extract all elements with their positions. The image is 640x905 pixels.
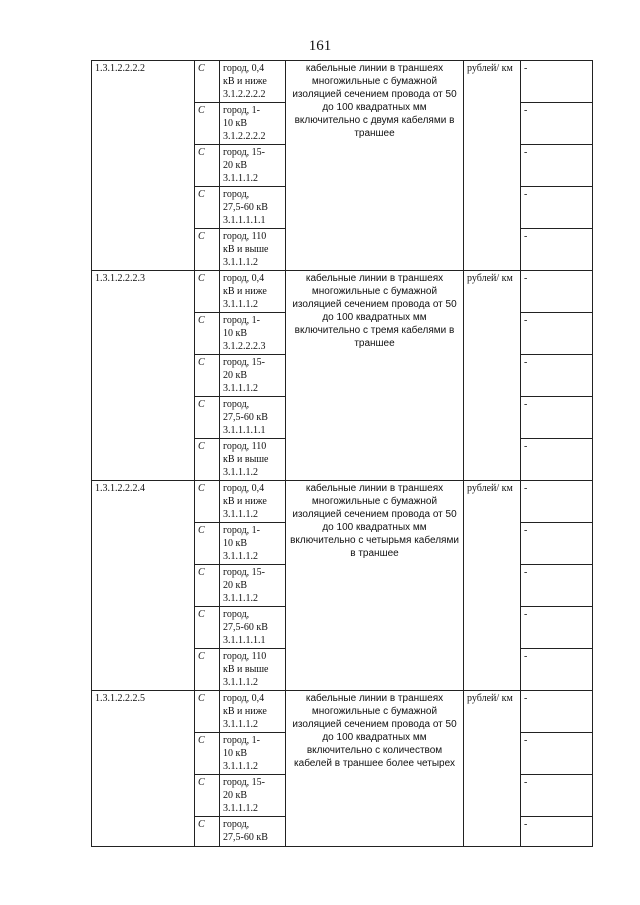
value-cell: - bbox=[521, 145, 593, 187]
table-row bbox=[92, 61, 593, 103]
category-mark: С bbox=[195, 565, 220, 607]
unit-cell: рублей/ км bbox=[464, 61, 521, 271]
category-mark: С bbox=[195, 481, 220, 523]
territory-cell: город, 27,5-60 кВ 3.1.1.1.1.1 bbox=[220, 187, 286, 229]
category-mark: С bbox=[195, 355, 220, 397]
category-mark: С bbox=[195, 523, 220, 565]
category-mark: С bbox=[195, 607, 220, 649]
table-row bbox=[92, 691, 593, 733]
category-mark: С bbox=[195, 229, 220, 271]
table-row bbox=[92, 271, 593, 313]
territory-cell: город, 110 кВ и выше 3.1.1.1.2 bbox=[220, 229, 286, 271]
page-number: 161 bbox=[308, 38, 332, 54]
row-code: 1.3.1.2.2.2.3 bbox=[92, 271, 195, 481]
value-cell: - bbox=[521, 523, 593, 565]
territory-cell: город, 0,4 кВ и ниже 3.1.1.1.2 bbox=[220, 691, 286, 733]
territory-cell: город, 110 кВ и выше 3.1.1.1.2 bbox=[220, 439, 286, 481]
table-row bbox=[92, 481, 593, 523]
territory-cell: город, 27,5-60 кВ bbox=[220, 817, 286, 847]
value-cell: - bbox=[521, 439, 593, 481]
territory-cell: город, 0,4 кВ и ниже 3.1.1.1.2 bbox=[220, 271, 286, 313]
territory-cell: город, 15- 20 кВ 3.1.1.1.2 bbox=[220, 145, 286, 187]
category-mark: С bbox=[195, 271, 220, 313]
territory-cell: город, 1- 10 кВ 3.1.1.1.2 bbox=[220, 733, 286, 775]
tariff-table bbox=[91, 60, 593, 847]
category-mark: С bbox=[195, 439, 220, 481]
value-cell: - bbox=[521, 313, 593, 355]
category-mark: С bbox=[195, 313, 220, 355]
value-cell: - bbox=[521, 733, 593, 775]
value-cell: - bbox=[521, 817, 593, 847]
value-cell: - bbox=[521, 691, 593, 733]
unit-cell: рублей/ км bbox=[464, 481, 521, 691]
territory-cell: город, 27,5-60 кВ 3.1.1.1.1.1 bbox=[220, 607, 286, 649]
description-cell: кабельные линии в траншеях многожильные с бумажной изоляцией сечением провода от 50 до 100 квадратных мм включительно с двумя кабелями в траншее bbox=[286, 61, 464, 271]
description-cell: кабельные линии в траншеях многожильные с бумажной изоляцией сечением провода от 50 до 100 квадратных мм включительно с тремя кабелями в траншее bbox=[286, 271, 464, 481]
category-mark: С bbox=[195, 61, 220, 103]
value-cell: - bbox=[521, 355, 593, 397]
territory-cell: город, 27,5-60 кВ 3.1.1.1.1.1 bbox=[220, 397, 286, 439]
category-mark: С bbox=[195, 649, 220, 691]
territory-cell: город, 15- 20 кВ 3.1.1.1.2 bbox=[220, 355, 286, 397]
territory-cell: город, 1- 10 кВ 3.1.2.2.2.3 bbox=[220, 313, 286, 355]
row-code: 1.3.1.2.2.2.2 bbox=[92, 61, 195, 271]
territory-cell: город, 0,4 кВ и ниже 3.1.1.1.2 bbox=[220, 481, 286, 523]
tariff-table-body bbox=[92, 61, 593, 847]
category-mark: С bbox=[195, 145, 220, 187]
value-cell: - bbox=[521, 271, 593, 313]
unit-cell: рублей/ км bbox=[464, 271, 521, 481]
category-mark: С bbox=[195, 691, 220, 733]
row-code: 1.3.1.2.2.2.5 bbox=[92, 691, 195, 847]
value-cell: - bbox=[521, 565, 593, 607]
category-mark: С bbox=[195, 187, 220, 229]
value-cell: - bbox=[521, 103, 593, 145]
category-mark: С bbox=[195, 817, 220, 847]
territory-cell: город, 1- 10 кВ 3.1.2.2.2.2 bbox=[220, 103, 286, 145]
category-mark: С bbox=[195, 103, 220, 145]
unit-cell: рублей/ км bbox=[464, 691, 521, 847]
territory-cell: город, 110 кВ и выше 3.1.1.1.2 bbox=[220, 649, 286, 691]
value-cell: - bbox=[521, 61, 593, 103]
category-mark: С bbox=[195, 397, 220, 439]
value-cell: - bbox=[521, 397, 593, 439]
value-cell: - bbox=[521, 649, 593, 691]
value-cell: - bbox=[521, 229, 593, 271]
row-code: 1.3.1.2.2.2.4 bbox=[92, 481, 195, 691]
value-cell: - bbox=[521, 775, 593, 817]
category-mark: С bbox=[195, 775, 220, 817]
territory-cell: город, 15- 20 кВ 3.1.1.1.2 bbox=[220, 775, 286, 817]
territory-cell: город, 0,4 кВ и ниже 3.1.2.2.2.2 bbox=[220, 61, 286, 103]
territory-cell: город, 1- 10 кВ 3.1.1.1.2 bbox=[220, 523, 286, 565]
territory-cell: город, 15- 20 кВ 3.1.1.1.2 bbox=[220, 565, 286, 607]
value-cell: - bbox=[521, 607, 593, 649]
value-cell: - bbox=[521, 187, 593, 229]
description-cell: кабельные линии в траншеях многожильные с бумажной изоляцией сечением провода от 50 до 100 квадратных мм включительно с четырьмя кабелями в траншее bbox=[286, 481, 464, 691]
description-cell: кабельные линии в траншеях многожильные с бумажной изоляцией сечением провода от 50 до 100 квадратных мм включительно с количеством кабелей в траншее более четырех bbox=[286, 691, 464, 847]
value-cell: - bbox=[521, 481, 593, 523]
category-mark: С bbox=[195, 733, 220, 775]
